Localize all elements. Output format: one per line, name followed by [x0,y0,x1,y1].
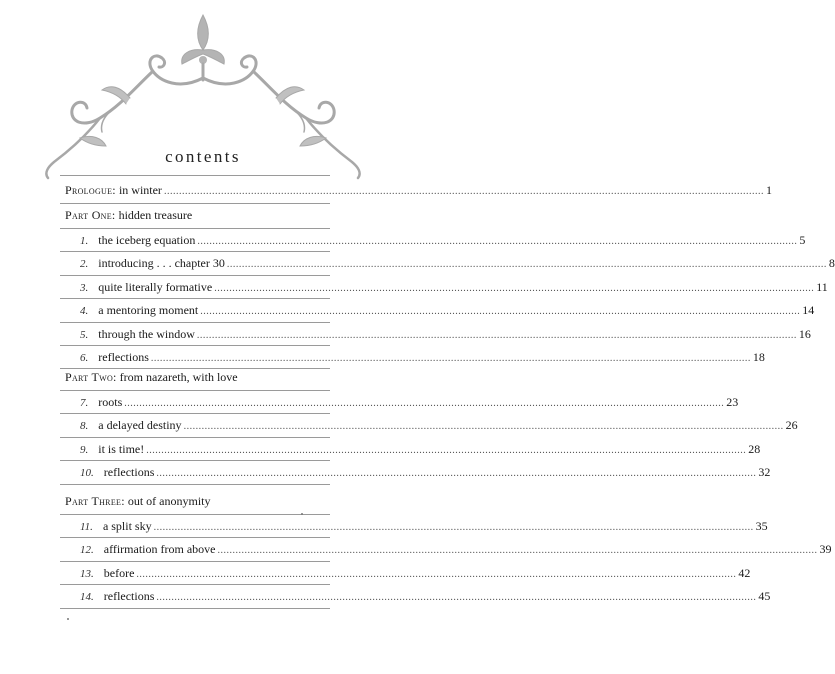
toc-entry-chapter[interactable] [80,564,751,582]
section-rule [60,460,330,461]
section-rule [60,413,330,414]
chapter-number: 11. [80,521,93,533]
section-rule [60,608,330,609]
section-rule [60,484,330,485]
heading-rule [60,175,330,176]
entry-title: reflections [103,589,155,604]
chapter-number: 9. [80,443,89,456]
page-number: 8 [828,256,835,271]
entry-title: reflections [98,350,149,364]
chapter-number: 6. [80,352,89,364]
dot-leader: ........................................................................................................................................................................................................ [200,306,801,318]
section-rule [60,584,330,585]
page-number: 26 [785,418,798,433]
page-number: 42 [738,565,751,580]
entry-title: quite literally formative [98,279,213,294]
toc-entry-chapter[interactable] [80,517,768,535]
dot-leader: ........................................................................................................................................................................................................ [150,353,751,364]
entry-title: the iceberg equation [98,233,196,247]
page-number: 14 [802,303,815,318]
part-heading [65,368,238,386]
chapter-number: 8. [80,420,89,433]
chapter-number: 3. [80,281,89,294]
page-number: 16 [798,326,811,341]
dot-leader: ........................................................................................................................................................................................................ [124,398,725,409]
dot-leader: ........................................................................................................................................................................................................ [156,592,757,604]
toc-entry-chapter[interactable] [80,348,765,366]
dot-leader: ........................................................................................................................................................................................................ [136,568,737,580]
entry-title: before [103,565,135,580]
entry-title: through the window [98,326,195,341]
page-title: contents [165,147,241,166]
toc-entry-chapter[interactable] [80,440,761,458]
scan-speck [301,513,303,515]
toc-entry-chapter[interactable] [80,587,771,605]
page-number: 35 [755,519,768,533]
section-rule [60,298,330,299]
section-rule [60,203,330,204]
section-rule [60,514,330,515]
section-rule [60,322,330,323]
section-rule [60,437,330,438]
dot-leader: ........................................................................................................................................................................................................ [196,329,797,341]
entry-title: in winter [118,183,162,197]
page-number: 32 [758,465,771,480]
page-number: 11 [816,279,828,294]
toc-entry-chapter[interactable] [80,301,815,319]
page-number: 39 [819,542,832,557]
part-label: Part Two: [65,370,117,384]
section-label: Prologue: [65,183,116,197]
section-rule [60,390,330,391]
entry-title: affirmation from above [103,542,216,557]
entry-title: a mentoring moment [98,303,199,318]
toc-entry-chapter[interactable] [80,540,832,558]
chapter-number: 12. [80,544,94,557]
chapter-number: 14. [80,591,94,604]
part-title: from nazareth, with love [119,370,238,384]
dot-leader: ........................................................................................................................................................................................................ [183,421,784,433]
entry-title: introducing . . . chapter 30 [98,256,225,271]
chapter-number: 13. [80,567,94,580]
entry-title: a split sky [102,519,152,533]
entry-title: a delayed destiny [98,418,182,433]
section-rule [60,345,330,346]
section-rule [60,228,330,229]
chapter-number: 5. [80,328,89,341]
toc-entry-chapter[interactable] [80,416,798,434]
toc-entry-chapter[interactable] [80,393,739,411]
section-rule [60,561,330,562]
part-title: hidden treasure [118,208,193,222]
dot-leader: ........................................................................................................................................................................................................ [197,236,798,247]
page-number: 5 [799,233,806,247]
dot-leader: ........................................................................................................................................................................................................ [214,282,815,294]
scan-speck [67,618,69,620]
dot-leader: ........................................................................................................................................................................................................ [226,259,827,271]
chapter-number: 1. [80,235,89,247]
part-label: Part One: [65,208,116,222]
section-rule [60,251,330,252]
page-number: 45 [758,589,771,604]
dot-leader: ........................................................................................................................................................................................................ [153,522,754,533]
toc-entry-chapter[interactable] [80,278,828,296]
entry-title: it is time! [98,441,145,456]
dot-leader: ........................................................................................................................................................................................................ [217,545,818,557]
toc-entry-chapter[interactable] [80,325,811,343]
page-number: 18 [752,350,765,364]
entry-title: reflections [103,465,155,480]
part-heading [65,492,211,510]
dot-leader: ........................................................................................................................................................................................................ [156,468,757,480]
toc-entry-chapter[interactable] [80,463,771,481]
toc-entry-chapter[interactable] [80,231,806,249]
dot-leader: ........................................................................................................................................................................................................ [146,444,747,456]
page-number: 23 [726,395,739,409]
part-label: Part Three: [65,494,125,508]
section-rule [60,275,330,276]
section-rule [60,537,330,538]
chapter-number: 4. [80,305,89,318]
page-number: 28 [748,441,761,456]
toc-entry-prologue[interactable] [65,181,772,199]
page-number: 1 [765,183,772,197]
part-title: out of anonymity [127,494,211,508]
chapter-number: 10. [80,467,94,480]
chapter-number: 2. [80,258,89,271]
toc-entry-chapter[interactable] [80,254,835,272]
entry-title: roots [98,395,123,409]
dot-leader: ........................................................................................................................................................................................................ [163,186,764,197]
chapter-number: 7. [80,397,89,409]
part-heading [65,206,192,224]
